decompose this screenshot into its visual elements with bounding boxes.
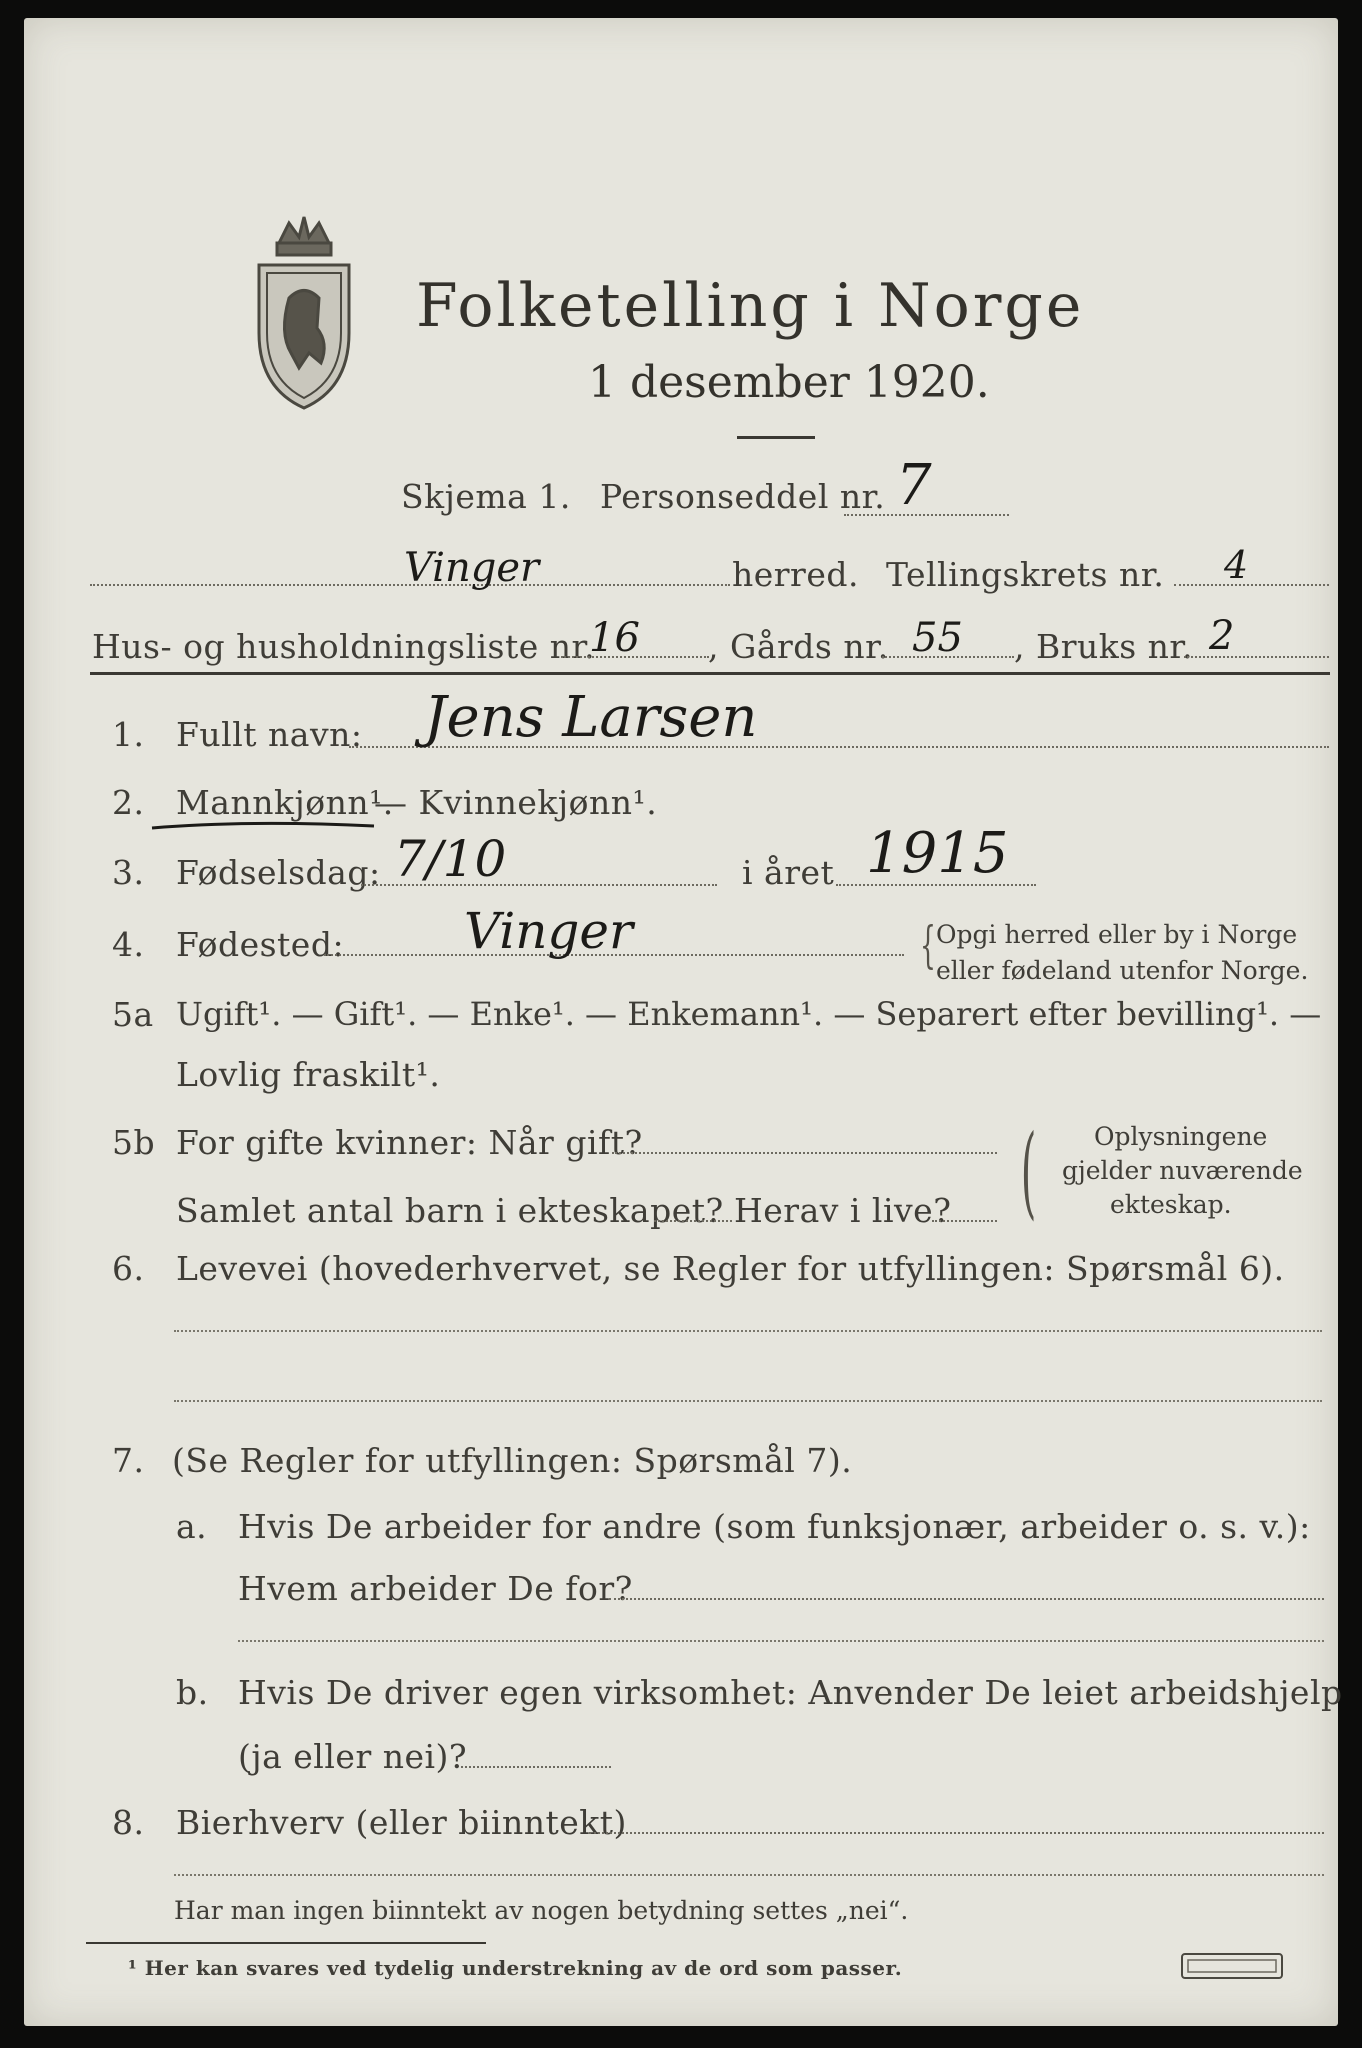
q5a-options: Ugift¹. — Gift¹. — Enke¹. — Enkemann¹. — Separert efter bevilling¹. — [176,995,1322,1033]
q8-label: Bierhverv (eller biinntekt) [176,1803,627,1842]
q7b-number: b. [176,1673,209,1712]
form-date: 1 desember 1920. [588,357,990,408]
q1-number: 1. [112,715,145,754]
q2-underline-mark [148,816,378,836]
q2-number: 2. [112,783,145,822]
bruks-label: , Bruks nr. [1014,627,1194,666]
q6-label: Levevei (hovederhvervet, se Regler for utfyllingen: Spørsmål 6). [176,1249,1285,1288]
q5b-note-line3: ekteskap. [1110,1190,1232,1219]
bruks-line [1184,656,1329,658]
q7b-answer-line [461,1766,611,1768]
herred-value: Vinger [404,545,540,591]
norway-coat-of-arms-icon [249,203,359,415]
bottom-note: Har man ingen biinntekt av nogen betydning settes „nei“. [174,1896,909,1925]
q7b-answer-label: (ja eller nei)? [238,1737,468,1776]
tellingskrets-line [1174,584,1329,586]
q5b-label: For gifte kvinner: Når gift? [176,1123,643,1162]
tellingskrets-label: Tellingskrets nr. [886,555,1165,594]
q8-number: 8. [112,1803,145,1842]
herred-label: herred. [732,555,859,594]
hus-label: Hus- og husholdningsliste nr. [92,627,596,666]
q3-label: Fødselsdag: [176,853,381,892]
q7a-label: Hvis De arbeider for andre (som funksjonær, arbeider o. s. v.): [238,1507,1311,1546]
footnote: ¹ Her kan svares ved tydelig understrekning av de ord som passer. [128,1956,903,1980]
q4-note-line1: Opgi herred eller by i Norge [936,920,1298,949]
q5a-number: 5a [112,995,154,1034]
q5a-options-line2: Lovlig fraskilt¹. [176,1055,441,1094]
q4-note-brace: { [919,916,936,974]
q8-line2 [174,1874,1324,1876]
q3-year-value: 1915 [866,821,1009,886]
q6-number: 6. [112,1249,145,1288]
q4-number: 4. [112,925,145,964]
personseddel-value: 7 [896,453,932,518]
q2-male-option: Mannkjønn¹. [176,783,394,822]
q6-line2 [174,1400,1322,1402]
personseddel-label: Personseddel nr. [600,477,886,516]
printer-stamp-icon [1180,1952,1284,1980]
q5b-note-line2: gjelder nuværende [1062,1156,1303,1185]
q5b-note-line1: Oplysningene [1094,1122,1268,1151]
census-form [24,18,1343,2026]
q1-label: Fullt navn: [176,715,363,754]
q3-number: 3. [112,853,145,892]
q7-number: 7. [112,1441,145,1480]
header-divider [90,672,1330,675]
q7a-employer-label: Hvem arbeider De for? [238,1569,633,1608]
form-title: Folketelling i Norge [416,271,1085,341]
footnote-divider [86,1942,486,1944]
q7b-label: Hvis De driver egen virksomhet: Anvender De leiet arbeidshjelp [238,1673,1343,1712]
q5b-married-line [612,1152,997,1154]
q5b-number: 5b [112,1123,156,1162]
gards-value: 55 [912,615,963,661]
title-divider [737,436,815,439]
q4-label: Fødested: [176,925,345,964]
q5b-note-brace: ( [1020,1113,1037,1230]
bruks-value: 2 [1209,613,1235,659]
q5b-children-label: Samlet antal barn i ekteskapet? [176,1191,724,1230]
q7a-line2 [238,1640,1324,1642]
q7a-number: a. [176,1507,208,1546]
q5b-alive-line [932,1220,997,1222]
q6-line1 [174,1330,1322,1332]
q1-value: Jens Larsen [424,685,758,750]
q8-line [589,1832,1324,1834]
q3-value: 7/10 [394,830,507,888]
q7a-employer-line [609,1598,1324,1600]
q5b-children-line [654,1220,732,1222]
skjema-label: Skjema 1. [401,477,571,516]
q4-note-line2: eller fødeland utenfor Norge. [936,956,1309,985]
tellingskrets-value: 4 [1224,543,1249,587]
gards-label: , Gårds nr. [708,627,889,666]
q4-value: Vinger [464,902,633,960]
q3-year-label: i året [742,853,835,892]
q7-label: (Se Regler for utfyllingen: Spørsmål 7). [172,1441,853,1480]
q5b-alive-label: Herav i live? [734,1191,952,1230]
q2-female-option: — Kvinnekjønn¹. [374,783,658,822]
hus-value: 16 [589,615,640,661]
